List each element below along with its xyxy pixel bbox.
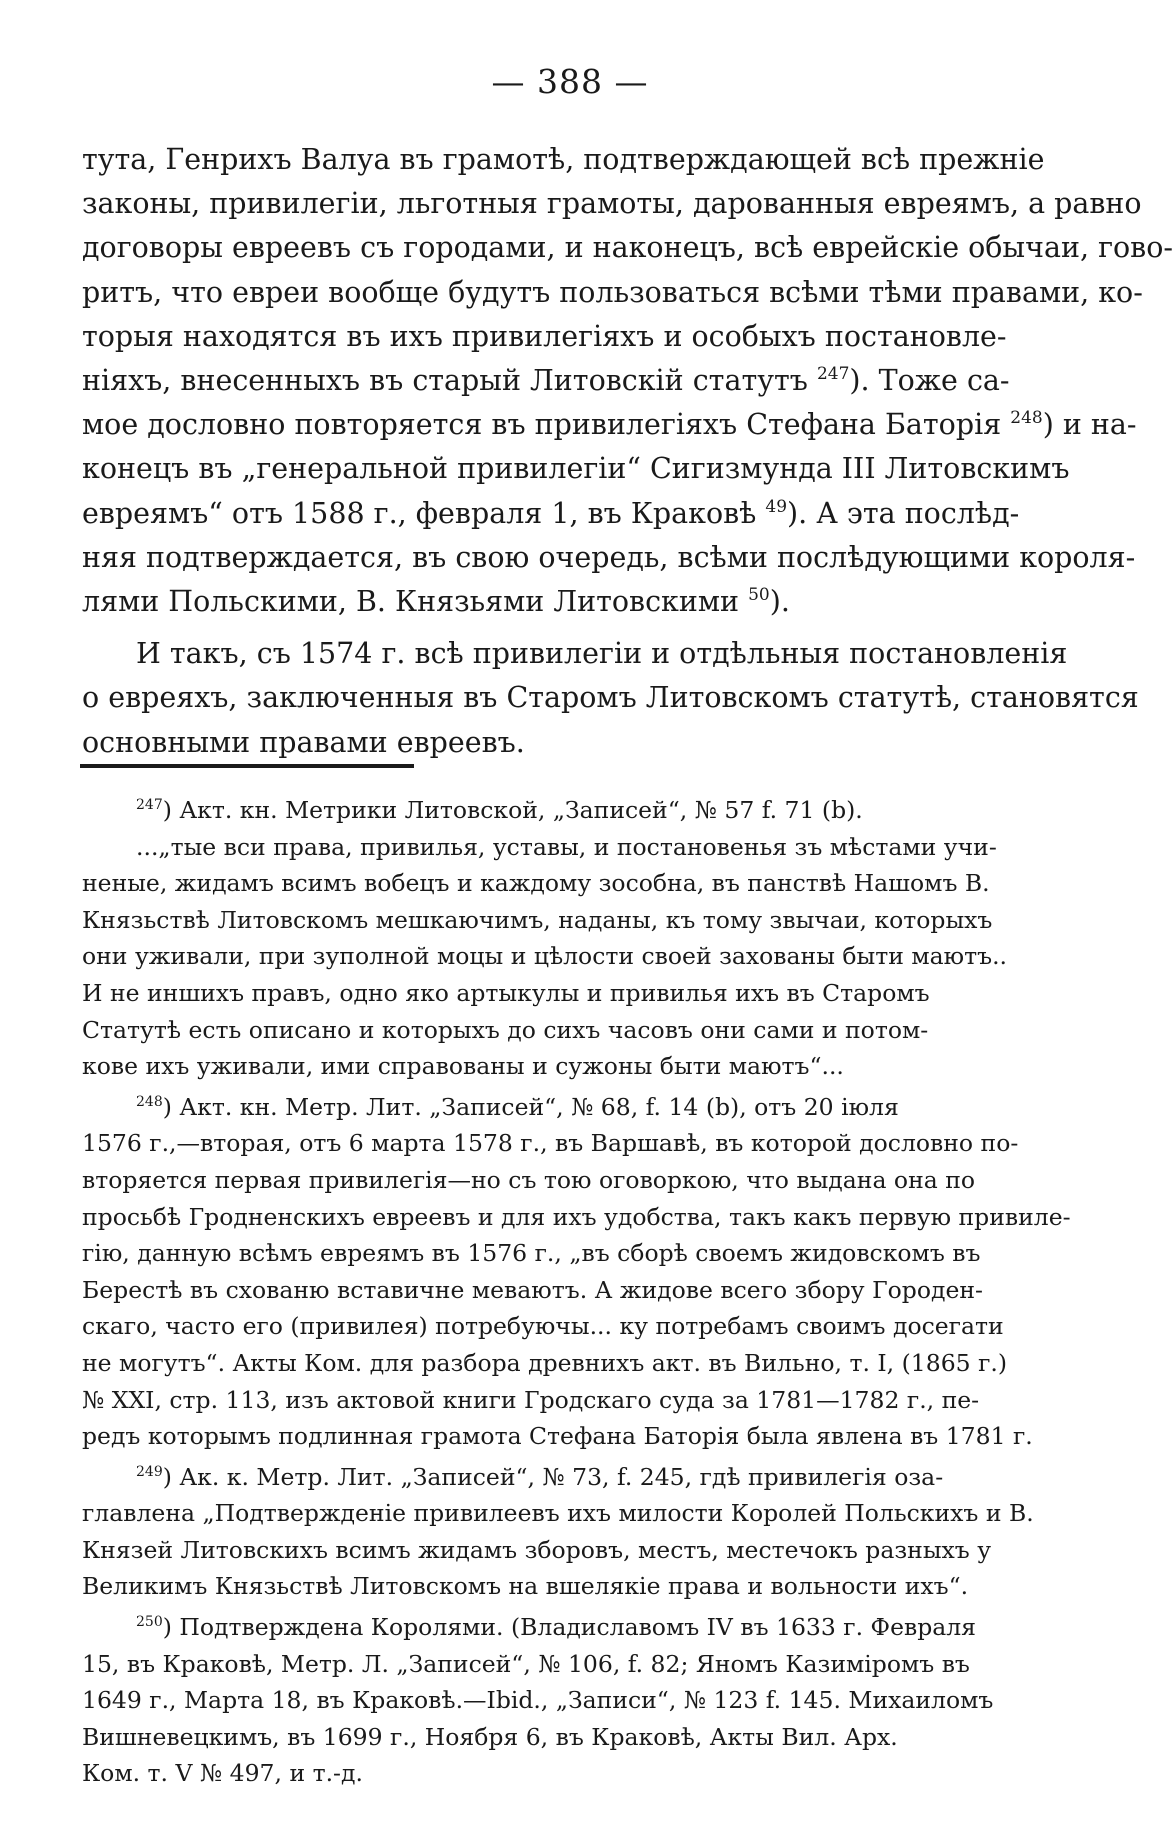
text-run: лями Польскими, В. Князьями Литовскими bbox=[82, 585, 749, 619]
text-run: евреямъ“ отъ 1588 г., февраля 1, въ Краковѣ bbox=[82, 496, 766, 530]
text-line: основными правами евреевъ. bbox=[82, 725, 525, 759]
text-line: Ком. т. V № 497, и т.-д. bbox=[82, 1759, 363, 1788]
text-line: И не иншихъ правъ, одно яко артыкулы и привилья ихъ въ Старомъ bbox=[82, 978, 930, 1007]
text-line bbox=[82, 403, 1137, 447]
text-line: не могутъ“. Акты Ком. для разбора древнихъ акт. въ Вильно, т. I, (1865 г.) bbox=[82, 1348, 1008, 1377]
text-line: вторяется первая привилегія—но съ тою оговоркою, что выдана она по bbox=[82, 1165, 976, 1194]
text-line: Берестѣ въ схованю вставичне меваютъ. А жидове всего збору Городен- bbox=[82, 1275, 983, 1304]
text-line: Князей Литовскихъ всимъ жидамъ зборовъ, местъ, местечокъ разныхъ у bbox=[82, 1535, 992, 1564]
text-line: скаго, часто его (привилея) потребуючы... ку потребамъ своимъ досегати bbox=[82, 1312, 1004, 1341]
page-number: — 388 — bbox=[491, 62, 649, 101]
text-line: № XXI, стр. 113, изъ актовой книги Гродскаго суда за 1781—1782 г., пе- bbox=[82, 1385, 980, 1414]
text-line: главлена „Подтвержденіе привилеевъ ихъ милости Королей Польскихъ и В. bbox=[82, 1499, 1034, 1528]
paragraph-2 bbox=[82, 632, 1139, 765]
text-run: ). bbox=[769, 585, 790, 619]
footnote-250 bbox=[82, 1609, 1078, 1792]
text-line: они уживали, при зуполной моцы и цѣлости своей захованы быти маютъ.. bbox=[82, 942, 1008, 971]
text-line bbox=[82, 1089, 1078, 1126]
text-line bbox=[82, 1459, 1078, 1496]
footnote-number: 247 bbox=[136, 797, 163, 813]
footnote-number: 250 bbox=[136, 1614, 163, 1631]
text-line: гію, данную всѣмъ евреямъ въ 1576 г., „въ сборѣ своемъ жидовскомъ въ bbox=[82, 1239, 981, 1268]
footnote-ref-247: 247 bbox=[816, 364, 850, 385]
text-run: ) Ак. к. Метр. Лит. „Записей“, № 73, f. 245, гдѣ привилегія оза- bbox=[162, 1462, 944, 1491]
text-line: договоры евреевъ съ городами, и наконецъ, всѣ еврейскіе обычаи, гово- bbox=[82, 231, 1173, 265]
text-line: ритъ, что евреи вообще будутъ пользоваться всѣми тѣми правами, ко- bbox=[82, 275, 1143, 309]
text-line: законы, привилегіи, льготныя грамоты, дарованныя евреямъ, а равно bbox=[82, 187, 1142, 221]
footnote-249 bbox=[82, 1459, 1078, 1605]
footnote-number: 248 bbox=[136, 1093, 163, 1110]
text-run: ) и на- bbox=[1042, 408, 1137, 442]
text-line: 1576 г.,—вторая, отъ 6 марта 1578 г., въ Варшавѣ, въ которой дословно по- bbox=[82, 1129, 1019, 1158]
text-run: ) Акт. кн. Метрики Литовской, „Записей“, № 57 f. 71 (b). bbox=[162, 796, 863, 824]
text-line bbox=[82, 580, 1078, 624]
text-run: ). Тоже са- bbox=[849, 364, 1010, 398]
text-line bbox=[82, 792, 1078, 829]
text-line: о евреяхъ, заключенныя въ Старомъ Литовскомъ статутѣ, становятся bbox=[82, 681, 1139, 715]
text-line: Великимъ Князьствѣ Литовскомъ на вшелякіе права и вольности ихъ“. bbox=[82, 1572, 969, 1601]
text-run: мое дословно повторяется въ привилегіяхъ Стефана Баторія bbox=[82, 408, 1011, 442]
text-line: конецъ въ „генеральной привилегіи“ Сигизмунда III Литовскимъ bbox=[82, 452, 1070, 486]
text-run: ) Подтверждена Королями. (Владиславомъ IV въ 1633 г. Февраля bbox=[162, 1613, 977, 1642]
footnotes bbox=[82, 792, 1078, 1792]
text-line: неные, жидамъ всимъ вобецъ и каждому зособна, въ панствѣ Нашомъ В. bbox=[82, 869, 990, 898]
text-line: ...„тые вси права, привилья, уставы, и постановенья зъ мѣстами учи- bbox=[136, 832, 997, 861]
text-line: тута, Генрихъ Валуа въ грамотѣ, подтверждающей всѣ прежніе bbox=[82, 143, 1045, 176]
text-line bbox=[82, 492, 1078, 536]
footnote-247 bbox=[82, 792, 1078, 1085]
text-line: торыя находятся въ ихъ привилегіяхъ и особыхъ постановле- bbox=[82, 319, 1007, 353]
main-text bbox=[82, 138, 1173, 765]
text-line: Статутѣ есть описано и которыхъ до сихъ часовъ они сами и потом- bbox=[82, 1015, 929, 1044]
text-line: Князьствѣ Литовскомъ мешкаючимъ, наданы, къ тому звычаи, которыхъ bbox=[82, 905, 993, 934]
text-line: Вишневецкимъ, въ 1699 г., Ноября 6, въ Краковѣ, Акты Вил. Арх. bbox=[82, 1722, 898, 1751]
footnote-248 bbox=[82, 1089, 1078, 1455]
paragraph-1 bbox=[82, 138, 1173, 624]
footnote-ref-249: 49 bbox=[765, 496, 788, 517]
text-run: ніяхъ, внесенныхъ въ старый Литовскій статутъ bbox=[82, 364, 817, 398]
text-run: ). А эта послѣд- bbox=[787, 496, 1020, 530]
footnote-ref-250: 50 bbox=[748, 585, 770, 606]
footnote-ref-248: 248 bbox=[1010, 408, 1043, 429]
text-line: И такъ, съ 1574 г. всѣ привилегіи и отдѣльныя постановленія bbox=[136, 637, 1068, 671]
text-line: 1649 г., Марта 18, въ Краковѣ.—Ibid., „Записи“, № 123 f. 145. Михаиломъ bbox=[82, 1686, 994, 1715]
text-line: просьбѣ Гродненскихъ евреевъ и для ихъ удобства, такъ какъ первую привиле- bbox=[82, 1202, 1071, 1231]
footnote-divider bbox=[80, 764, 414, 768]
text-line: редъ которымъ подлинная грамота Стефана Баторія была явлена въ 1781 г. bbox=[82, 1422, 1033, 1451]
text-run: ) Акт. кн. Метр. Лит. „Записей“, № 68, f. 14 (b), отъ 20 іюля bbox=[162, 1092, 899, 1121]
text-line bbox=[82, 1609, 1078, 1646]
text-line: кове ихъ уживали, ими справованы и сужоны быти маютъ“... bbox=[82, 1052, 844, 1081]
text-line bbox=[82, 359, 1078, 403]
text-line: няя подтверждается, въ свою очередь, всѣми послѣдующими короля- bbox=[82, 540, 1136, 574]
text-line: 15, въ Краковѣ, Метр. Л. „Записей“, № 106, f. 82; Яномъ Казиміромъ въ bbox=[82, 1649, 970, 1678]
footnote-number: 249 bbox=[136, 1463, 163, 1480]
